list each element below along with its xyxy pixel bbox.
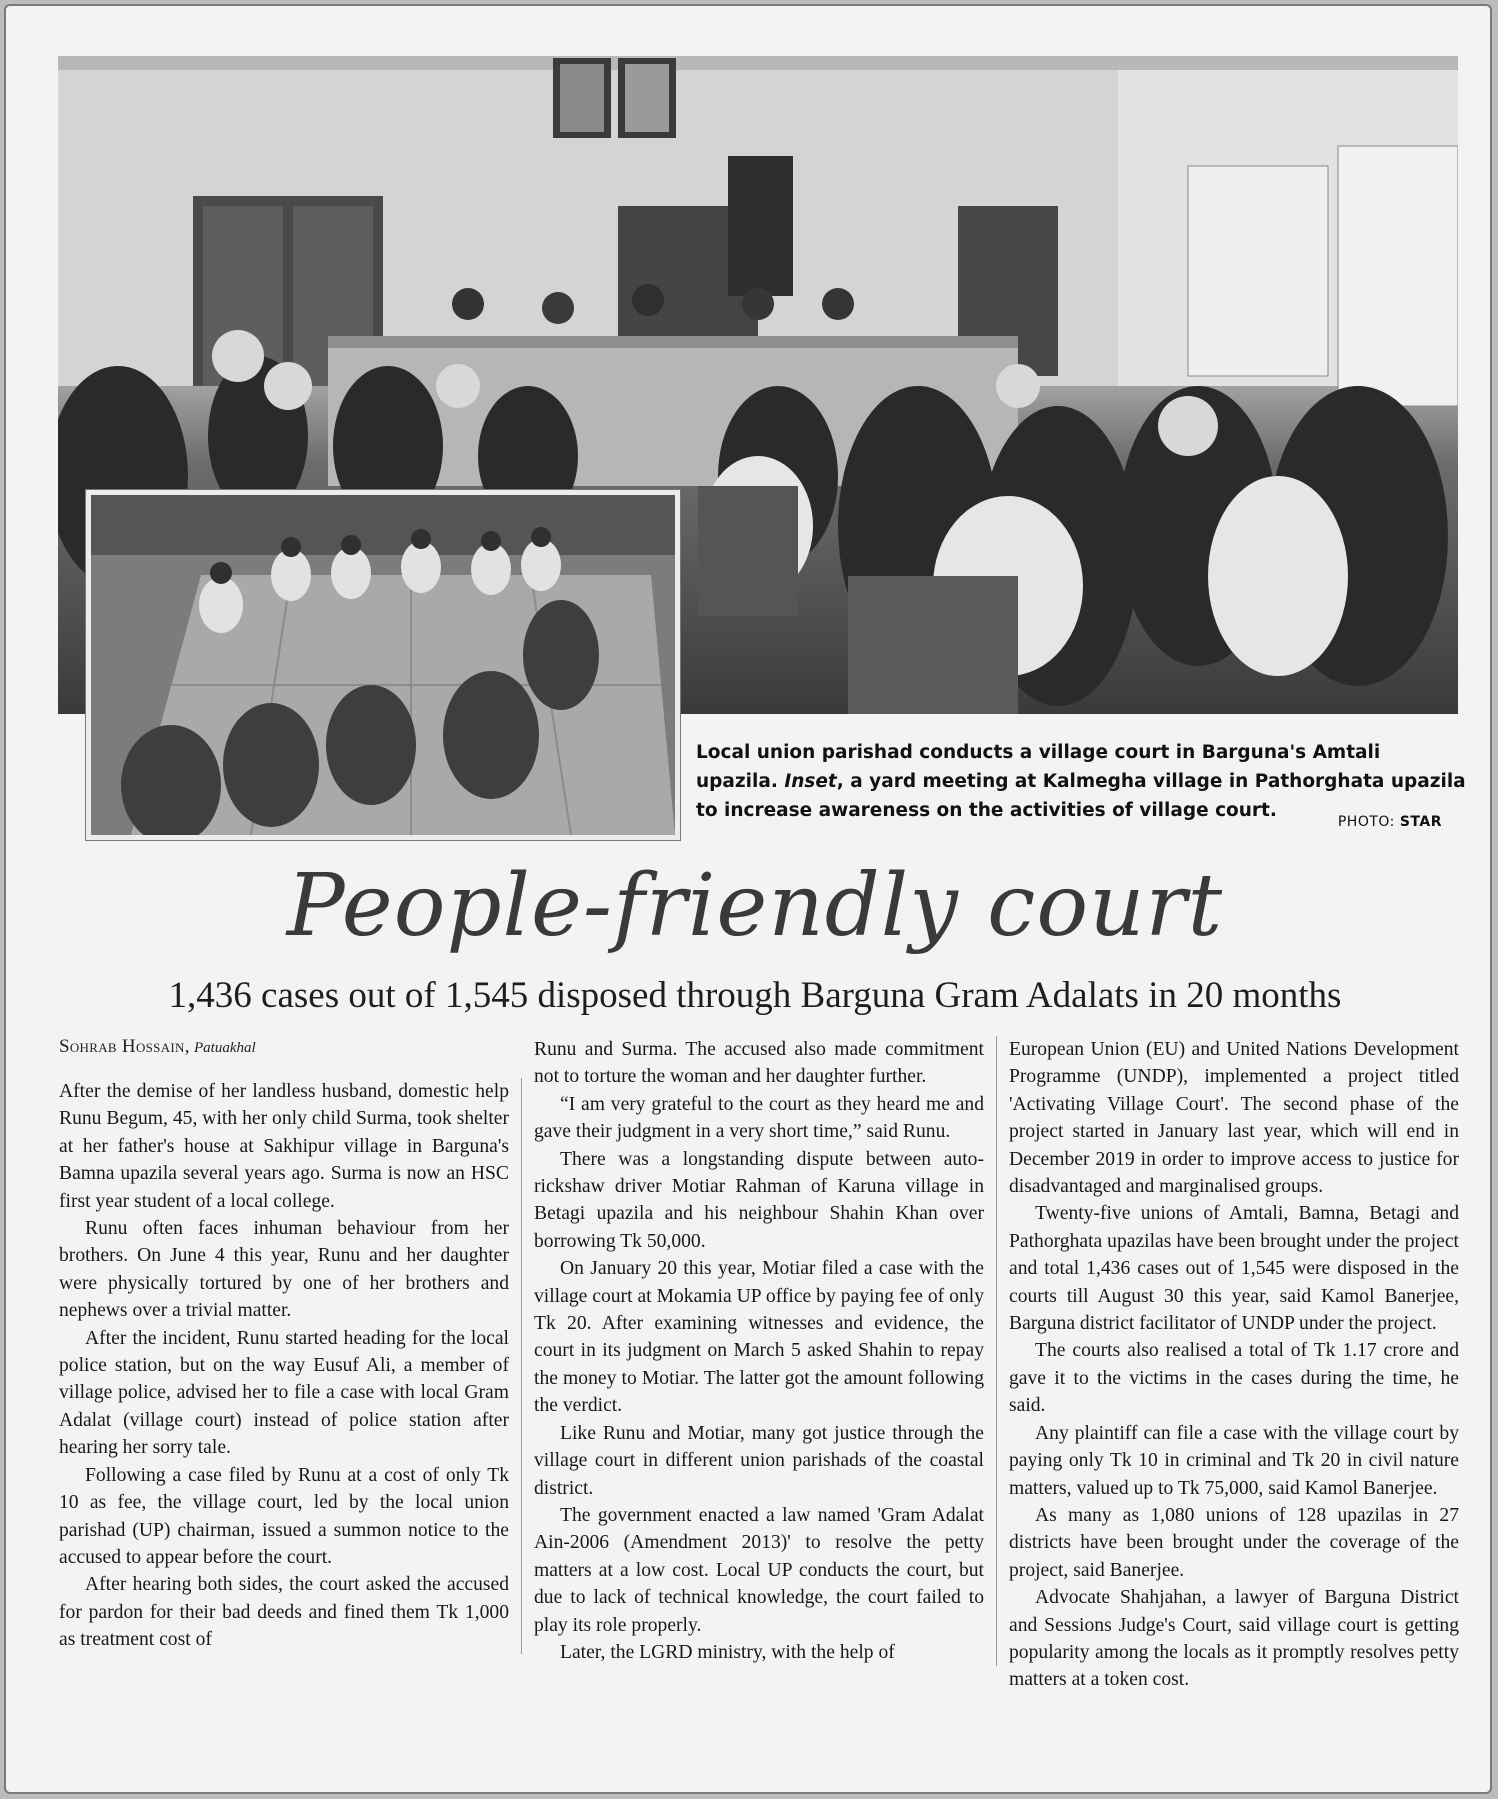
article-column-1 — [59, 1078, 522, 1654]
subheadline: 1,436 cases out of 1,545 disposed through Barguna Gram Adalats in 20 months — [168, 975, 1342, 1016]
paragraph: Twenty-five unions of Amtali, Bamna, Betagi and Pathorghata upazilas have been brought under the project and total 1,436 cases out of 1,545 were disposed in the courts till August 30 this year, said Kamol Banerjee, Barguna district facilitator of UNDP under the project. — [1009, 1203, 1459, 1335]
paragraph: The courts also realised a total of Tk 1.17 crore and gave it to the victims in the cases during the time, he said. — [1009, 1340, 1459, 1417]
paragraph: After the demise of her landless husband, domestic help Runu Begum, 45, with her only child Surma, took shelter at her father's house at Sakhipur village in Barguna's Bamna upazila several years ago. Surma is now an HSC first year student of a local college. — [59, 1081, 509, 1212]
newspaper-clipping — [4, 4, 1492, 1794]
photo-credit-label: PHOTO: — [1337, 814, 1400, 830]
paragraph: “I am very grateful to the court as they heard me and gave their judgment in a very short time,” said Runu. — [534, 1093, 984, 1143]
paragraph: After hearing both sides, the court asked the accused for pardon for their bad deeds and fined them Tk 1,000 as treatment cost of — [59, 1574, 509, 1651]
paragraph: Following a case filed by Runu at a cost of only Tk 10 as fee, the village court, led by the local union parishad (UP) chairman, issued a summon notice to the accused to appear before the court. — [59, 1464, 509, 1568]
caption-inset-word: Inset — [784, 771, 837, 792]
yard-meeting-illustration — [91, 495, 675, 835]
photo-caption — [696, 738, 1466, 825]
paragraph: Like Runu and Motiar, many got justice through the village court in different union parishads of the coastal district. — [534, 1422, 984, 1499]
byline-place: Patuakhal — [194, 1040, 256, 1056]
paragraph: Advocate Shahjahan, a lawyer of Barguna District and Sessions Judge's Court, said village court is getting popularity among the locals as it promptly resolves petty matters at a token cost. — [1009, 1587, 1459, 1691]
yard-meeting-inset-photo — [86, 490, 680, 840]
article-column-3 — [1009, 1036, 1459, 1694]
caption-text-part2: , a yard meeting at Kalmegha village in Pathorghata upazila to increase awareness on the activities of village court. — [696, 771, 1466, 821]
paragraph: After the incident, Runu started heading for the local police station, but on the way Eusuf Ali, a member of village police, advised her to file a case with local Gram Adalat (village court) instead of police station after hearing her sorry tale. — [59, 1327, 509, 1459]
paragraph: There was a longstanding dispute between auto-rickshaw driver Motiar Rahman of Karuna village in Betagi upazila and his neighbour Shahin Khan over borrowing Tk 50,000. — [534, 1148, 984, 1252]
paragraph: Runu and Surma. The accused also made commitment not to torture the woman and her daughter further. — [534, 1039, 984, 1088]
caption-text-part1: Local union parishad conducts a village court in Barguna's Amtali upazila. — [696, 742, 1381, 792]
byline — [59, 1036, 256, 1058]
headline: People-friendly court — [286, 856, 1224, 956]
article-column-2 — [534, 1036, 997, 1666]
paragraph: The government enacted a law named 'Gram Adalat Ain-2006 (Amendment 2013)' to resolve the petty matters at a low cost. Local UP conducts the court, but due to lack of technical knowledge, the court failed to play its role properly. — [534, 1504, 984, 1636]
paragraph: On January 20 this year, Motiar filed a case with the village court at Mokamia UP office by paying fee of only Tk 20. After examining witnesses and evidence, the court in its judgment on March 5 asked Shahin to repay the money to Motiar. The latter got the amount following the verdict. — [534, 1258, 984, 1417]
byline-author: Sohrab Hossain, — [59, 1036, 190, 1057]
paragraph: European Union (EU) and United Nations Development Programme (UNDP), implemented a project titled 'Activating Village Court'. The second phase of the project started in January last year, which will end in December 2019 in order to improve access to justice for disadvantaged and marginalised groups. — [1009, 1039, 1459, 1198]
paragraph: Any plaintiff can file a case with the village court by paying only Tk 10 in criminal and Tk 20 in civil nature matters, valued up to Tk 75,000, said Kamol Banerjee. — [1009, 1422, 1459, 1499]
paragraph: Later, the LGRD ministry, with the help of — [560, 1641, 895, 1663]
paragraph: Runu often faces inhuman behaviour from her brothers. On June 4 this year, Runu and her daughter were physically tortured by one of her brothers and nephews over a trivial matter. — [59, 1218, 509, 1322]
photo-credit-source: STAR — [1399, 814, 1442, 830]
photo-credit — [1338, 814, 1442, 830]
paragraph: As many as 1,080 unions of 128 upazilas in 27 districts have been brought under the coverage of the project, said Banerjee. — [1009, 1504, 1459, 1581]
